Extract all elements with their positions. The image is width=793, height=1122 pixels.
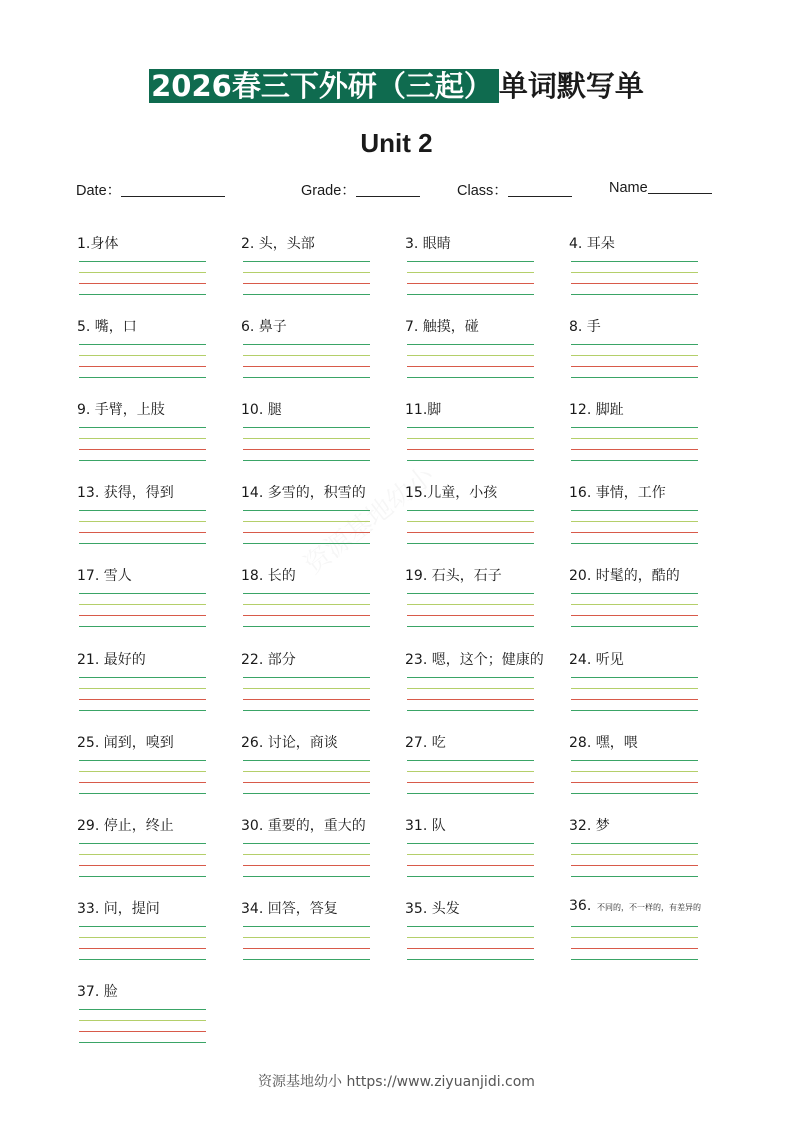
writing-line[interactable] [243,926,370,927]
writing-line[interactable] [407,710,534,711]
word-item [405,482,570,562]
word-label: 35. 头发 [405,900,460,917]
writing-line[interactable] [79,604,206,605]
word-label: 23. 嗯，这个；健康的 [405,651,544,668]
writing-line[interactable] [407,593,534,594]
name-label: Name [609,180,648,196]
writing-line[interactable] [79,959,206,960]
word-item [77,399,242,479]
writing-line[interactable] [243,865,370,866]
writing-line[interactable] [407,782,534,783]
writing-line[interactable] [571,344,698,345]
title-rest: 单词默写单 [498,69,644,103]
writing-line[interactable] [79,1042,206,1043]
writing-line[interactable] [243,283,370,284]
writing-line[interactable] [407,510,534,511]
word-item [569,815,734,895]
word-item [569,565,734,645]
writing-line[interactable] [571,699,698,700]
writing-line[interactable] [571,782,698,783]
writing-line[interactable] [243,854,370,855]
writing-line[interactable] [243,510,370,511]
writing-line[interactable] [79,710,206,711]
writing-line[interactable] [407,926,534,927]
writing-line[interactable] [243,294,370,295]
writing-line[interactable] [79,261,206,262]
writing-line[interactable] [571,854,698,855]
class-blank[interactable] [508,182,572,197]
writing-line[interactable] [571,793,698,794]
writing-line[interactable] [79,460,206,461]
unit-heading: Unit 2 [360,128,433,158]
word-item [77,649,242,729]
writing-line[interactable] [243,604,370,605]
word-item [241,233,406,313]
writing-line[interactable] [571,760,698,761]
word-label: 19. 石头，石子 [405,568,502,585]
word-label: 31. 队 [405,817,446,834]
word-label: 11.脚 [405,402,442,419]
writing-line[interactable] [407,865,534,866]
writing-line[interactable] [407,532,534,533]
word-item [405,316,570,396]
date-field [76,179,225,200]
writing-line[interactable] [79,937,206,938]
writing-line[interactable] [243,532,370,533]
writing-line[interactable] [79,1020,206,1021]
writing-line[interactable] [79,427,206,428]
writing-line[interactable] [407,771,534,772]
word-label: 14. 多雪的，积雪的 [241,485,366,502]
writing-line[interactable] [243,843,370,844]
writing-line[interactable] [571,366,698,367]
writing-line[interactable] [407,521,534,522]
writing-line[interactable] [571,377,698,378]
word-label: 30. 重要的，重大的 [241,817,366,834]
date-blank[interactable] [121,182,225,197]
writing-line[interactable] [79,699,206,700]
class-label: Class： [457,183,508,199]
writing-line[interactable] [407,793,534,794]
writing-line[interactable] [407,261,534,262]
writing-line[interactable] [571,261,698,262]
writing-line[interactable] [79,449,206,450]
writing-line[interactable] [571,771,698,772]
word-label: 16. 事情，工作 [569,485,666,502]
word-item [405,649,570,729]
writing-line[interactable] [571,937,698,938]
worksheet-title [0,66,793,106]
writing-line[interactable] [571,615,698,616]
word-item [569,898,734,978]
writing-line[interactable] [243,959,370,960]
word-item [77,233,242,313]
writing-line[interactable] [571,865,698,866]
writing-line[interactable] [243,876,370,877]
writing-line[interactable] [243,261,370,262]
writing-line[interactable] [571,876,698,877]
word-label: 37. 脸 [77,983,118,1000]
writing-line[interactable] [571,532,698,533]
writing-line[interactable] [407,615,534,616]
writing-line[interactable] [79,355,206,356]
writing-line[interactable] [243,760,370,761]
writing-line[interactable] [407,948,534,949]
grade-label: Grade： [301,183,356,199]
writing-line[interactable] [571,510,698,511]
writing-line[interactable] [571,593,698,594]
word-item [405,732,570,812]
word-item [569,482,734,562]
writing-line[interactable] [79,438,206,439]
word-label: 24. 听见 [569,651,624,668]
writing-line[interactable] [571,427,698,428]
word-label: 9. 手臂，上肢 [77,402,165,419]
title-highlighted: 2026春三下外研（三起） [149,69,499,103]
writing-line[interactable] [79,377,206,378]
writing-line[interactable] [407,460,534,461]
writing-line[interactable] [79,510,206,511]
writing-line[interactable] [79,615,206,616]
writing-line[interactable] [407,283,534,284]
writing-line[interactable] [407,843,534,844]
writing-line[interactable] [407,937,534,938]
writing-line[interactable] [407,959,534,960]
writing-line[interactable] [79,626,206,627]
word-item [241,565,406,645]
word-item [569,649,734,729]
writing-line[interactable] [407,699,534,700]
writing-line[interactable] [243,449,370,450]
word-item [405,399,570,479]
writing-line[interactable] [407,543,534,544]
writing-line[interactable] [79,926,206,927]
writing-line[interactable] [571,677,698,678]
writing-line[interactable] [79,760,206,761]
writing-line[interactable] [243,593,370,594]
writing-line[interactable] [571,460,698,461]
word-item [241,399,406,479]
writing-line[interactable] [407,344,534,345]
word-label: 27. 吃 [405,734,446,751]
writing-line[interactable] [243,699,370,700]
class-field [457,179,572,200]
writing-line[interactable] [243,355,370,356]
writing-line[interactable] [407,854,534,855]
name-field [609,179,712,196]
word-label: 22. 部分 [241,651,296,668]
writing-line[interactable] [243,460,370,461]
writing-line[interactable] [79,532,206,533]
writing-line[interactable] [407,604,534,605]
writing-line[interactable] [243,615,370,616]
word-label: 20. 时髦的，酷的 [569,568,680,585]
writing-line[interactable] [407,355,534,356]
word-label: 6. 鼻子 [241,319,287,336]
word-label: 29. 停止，终止 [77,817,174,834]
writing-line[interactable] [79,543,206,544]
writing-line[interactable] [571,521,698,522]
word-label: 21. 最好的 [77,651,146,668]
writing-line[interactable] [79,1031,206,1032]
word-label: 4. 耳朵 [569,236,615,252]
writing-line[interactable] [407,677,534,678]
writing-line[interactable] [79,1009,206,1010]
word-label: 13. 获得，得到 [77,485,174,502]
writing-line[interactable] [407,626,534,627]
grade-blank[interactable] [356,182,420,197]
word-label: 12. 脚趾 [569,402,624,419]
word-item [77,565,242,645]
writing-line[interactable] [79,283,206,284]
writing-line[interactable] [571,438,698,439]
writing-line[interactable] [571,688,698,689]
word-item [77,316,242,396]
writing-line[interactable] [407,294,534,295]
writing-line[interactable] [79,521,206,522]
writing-line[interactable] [243,344,370,345]
writing-line[interactable] [243,521,370,522]
writing-line[interactable] [243,793,370,794]
word-label: 33. 问，提问 [77,900,160,917]
word-item [569,399,734,479]
writing-line[interactable] [571,959,698,960]
writing-line[interactable] [407,272,534,273]
word-label: 32. 梦 [569,817,610,834]
student-info-bar [76,179,721,199]
word-label: 18. 长的 [241,568,296,585]
word-label: 10. 腿 [241,402,282,419]
word-item [241,898,406,978]
word-item [241,815,406,895]
writing-line[interactable] [571,355,698,356]
writing-line[interactable] [79,344,206,345]
writing-line[interactable] [571,294,698,295]
word-label: 17. 雪人 [77,568,132,585]
word-label: 25. 闻到，嗅到 [77,734,174,751]
writing-line[interactable] [79,272,206,273]
writing-line[interactable] [79,294,206,295]
writing-line[interactable] [243,710,370,711]
writing-line[interactable] [407,876,534,877]
writing-line[interactable] [79,948,206,949]
name-blank[interactable] [648,179,712,194]
word-item [241,732,406,812]
writing-line[interactable] [79,793,206,794]
writing-line[interactable] [407,438,534,439]
writing-line[interactable] [407,377,534,378]
word-label: 1.身体 [77,236,119,252]
footer-source: 资源基地幼小 https://www.ziyuanjidi.com [258,1074,535,1090]
writing-line[interactable] [243,782,370,783]
word-label: 15.儿童，小孩 [405,485,498,502]
writing-line[interactable] [79,854,206,855]
writing-line[interactable] [79,843,206,844]
writing-line[interactable] [79,771,206,772]
word-item [77,732,242,812]
word-item [77,981,242,1061]
writing-line[interactable] [79,876,206,877]
writing-line[interactable] [407,366,534,367]
word-item [569,732,734,812]
writing-line[interactable] [243,438,370,439]
writing-line[interactable] [571,272,698,273]
word-label: 34. 回答，答复 [241,900,338,917]
word-item [77,482,242,562]
word-item [241,316,406,396]
word-label: 26. 讨论，商谈 [241,734,338,751]
writing-line[interactable] [243,543,370,544]
writing-line[interactable] [243,688,370,689]
writing-line[interactable] [243,937,370,938]
date-label: Date： [76,183,122,199]
writing-line[interactable] [243,427,370,428]
writing-line[interactable] [79,688,206,689]
writing-line[interactable] [79,782,206,783]
word-item [569,233,734,313]
writing-line[interactable] [243,948,370,949]
word-label: 36. [569,897,592,914]
writing-line[interactable] [243,677,370,678]
word-item [241,482,406,562]
writing-line[interactable] [243,272,370,273]
word-item [77,815,242,895]
writing-line[interactable] [571,626,698,627]
writing-line[interactable] [571,449,698,450]
writing-line[interactable] [243,771,370,772]
word-item [569,316,734,396]
writing-line[interactable] [407,427,534,428]
word-label: 28. 嘿，喂 [569,734,638,751]
writing-line[interactable] [79,366,206,367]
writing-line[interactable] [407,760,534,761]
word-label: 5. 嘴，口 [77,319,137,336]
writing-line[interactable] [243,377,370,378]
word-item [405,565,570,645]
word-item [405,233,570,313]
writing-line[interactable] [571,710,698,711]
writing-line[interactable] [571,283,698,284]
writing-line[interactable] [79,865,206,866]
word-label: 2. 头，头部 [241,236,315,252]
writing-line[interactable] [571,926,698,927]
writing-line[interactable] [571,543,698,544]
writing-line[interactable] [79,677,206,678]
writing-line[interactable] [571,604,698,605]
word-label: 8. 手 [569,319,601,336]
writing-line[interactable] [571,843,698,844]
word-label-small: 不同的，不一样的，有差异的 [597,902,701,912]
word-item [77,898,242,978]
word-label: 3. 眼睛 [405,236,451,252]
writing-line[interactable] [243,626,370,627]
word-label: 7. 触摸，碰 [405,319,479,336]
writing-line[interactable] [79,593,206,594]
writing-line[interactable] [243,366,370,367]
writing-line[interactable] [407,688,534,689]
grade-field [301,179,420,200]
word-item [405,815,570,895]
writing-line[interactable] [571,948,698,949]
word-item [405,898,570,978]
writing-line[interactable] [407,449,534,450]
word-item [241,649,406,729]
